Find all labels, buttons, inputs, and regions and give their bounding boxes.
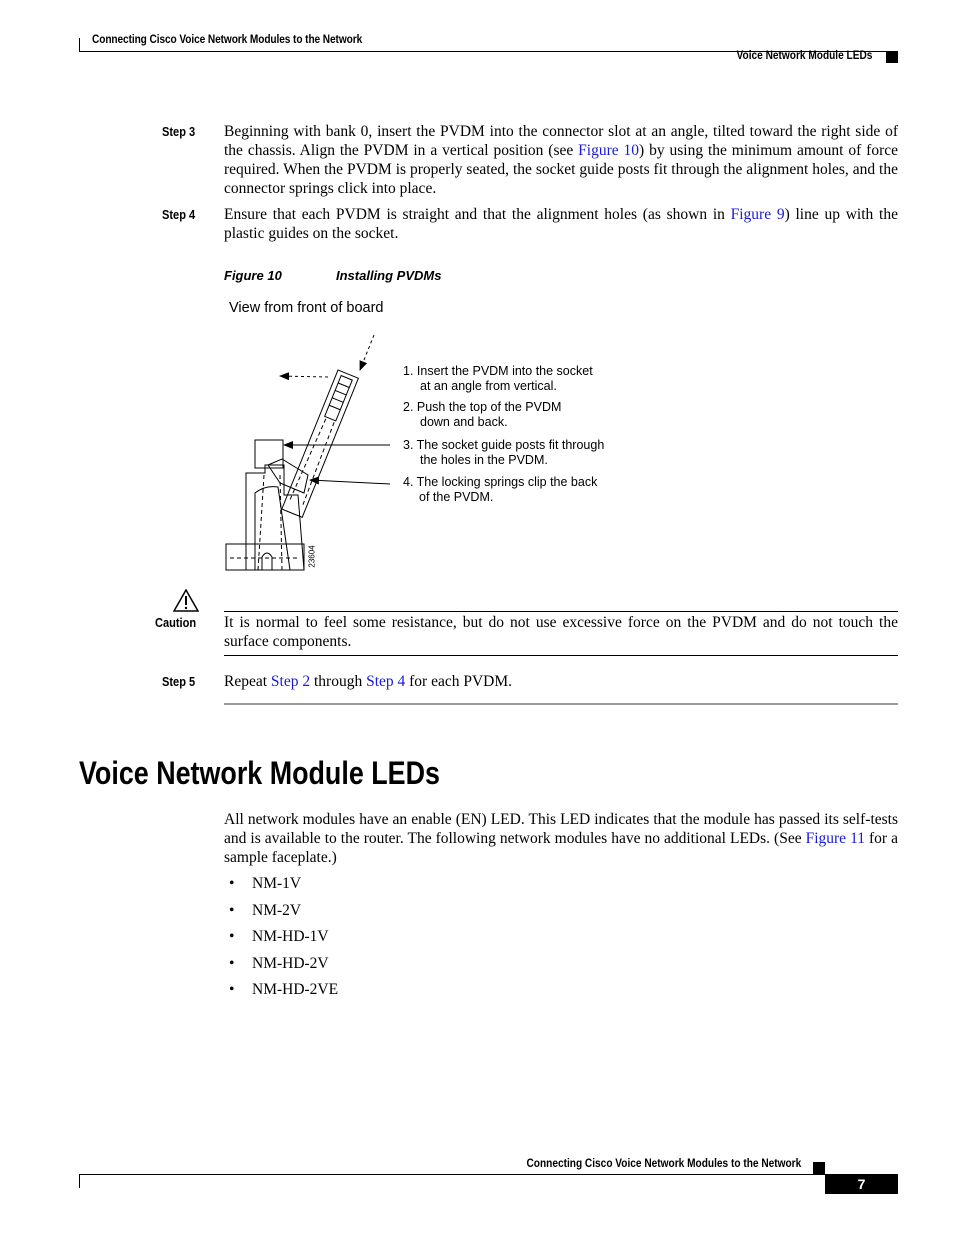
caution-bottom-rule [224,655,898,656]
list-item: • NM-1V [224,874,624,901]
callout-3-line1: 3. The socket guide posts fit through [403,438,605,452]
figure-9-link[interactable]: Figure 9 [730,206,785,223]
step-4-label: Step 4 [162,207,196,222]
callout-4 [403,475,597,505]
step-2-link[interactable]: Step 2 [270,673,311,690]
step-5-label: Step 5 [162,674,196,689]
guide-post [255,440,283,468]
step-4-text-b: ) line up with the plastic guides on the socket. [224,206,898,242]
caution-icon [173,589,199,612]
list-item: • NM-HD-2V [224,954,624,981]
footer-doc-title: Connecting Cisco Voice Network Modules to the Network [526,1158,801,1170]
list-item: • NM-HD-1V [224,927,624,954]
socket-base [226,544,304,570]
callout-1-line1: 1. Insert the PVDM into the socket [403,364,593,378]
list-item: • NM-2V [224,901,624,928]
step-4-text [224,205,898,243]
header-section-title: Voice Network Module LEDs [736,50,872,62]
section-intro-a: All network modules have an enable (EN) LED. This LED indicates that the module has passed its self-tests and is available to the router. The following network modules have no additional LEDs. (See [224,811,898,847]
caution-text: It is normal to feel some resistance, but do not use excessive force on the PVDM and do not touch the surface components. [224,614,898,650]
socket-clip [268,459,308,493]
push-back-arrow [280,376,328,377]
section-intro-b: for a sample faceplate.) [224,830,898,866]
callout-4-arrow [310,480,390,484]
callout-2-line2: down and back. [420,415,508,429]
callout-3-line2: the holes in the PVDM. [420,453,548,467]
steps-end-rule [224,703,898,705]
figure-view-note: View from front of board [229,300,384,316]
step-4-text-a: Ensure that each PVDM is straight and that the alignment holes (as shown in [224,206,731,223]
figure-art-id-box [307,546,327,570]
step-3-text-a: Beginning with bank 0, insert the PVDM into the connector slot at an angle, tilted toward the right side of the chassis. Align the PVDM in a vertical position (see [224,123,898,159]
caution-top-rule [224,611,898,612]
dashed-guide-right [280,475,282,570]
figure-art-id: 23604 [307,545,317,568]
section-intro [224,810,898,867]
header-left-rule [79,38,80,52]
figure-10-link[interactable]: Figure 10 [578,142,640,159]
section-title: Voice Network Module LEDs [79,755,440,791]
page-number: 7 [825,1174,898,1194]
module-list [224,874,624,1007]
step-4-link[interactable]: Step 4 [366,673,406,690]
push-down-arrow [360,335,374,370]
footer-left-rule [79,1174,80,1188]
callout-4-line2: of the PVDM. [419,490,494,504]
footer-rule [79,1174,825,1175]
callout-1-line2: at an angle from vertical. [420,379,557,393]
callout-1 [403,364,593,394]
step-5-text [224,672,898,691]
figure-number: Figure 10 [224,268,282,283]
figure-caption: Installing PVDMs [336,268,442,283]
header-doc-title: Connecting Cisco Voice Network Modules to the Network [92,34,363,46]
step-5-text-c: for each PVDM. [405,673,513,690]
callout-3 [403,438,604,468]
callout-2-line1: 2. Push the top of the PVDM [403,400,562,414]
header-marker [886,51,898,63]
footer-marker [813,1162,825,1174]
callout-4-line1: 4. The locking springs clip the back [403,475,598,489]
step-3-label: Step 3 [162,124,196,139]
step-5-text-a: Repeat [224,673,271,690]
step-3-text [224,122,898,198]
step-3-text-b: ) by using the minimum amount of force required. When the PVDM is properly seated, the socket guide posts fit through the alignment holes, and the connector springs click into place. [224,142,898,197]
locking-spring [262,553,272,570]
callout-2 [403,400,561,430]
list-item: • NM-HD-2VE [224,980,624,1007]
caution-label: Caution [155,615,197,630]
figure-11-link[interactable]: Figure 11 [805,830,865,847]
step-5-text-b: through [310,673,367,690]
